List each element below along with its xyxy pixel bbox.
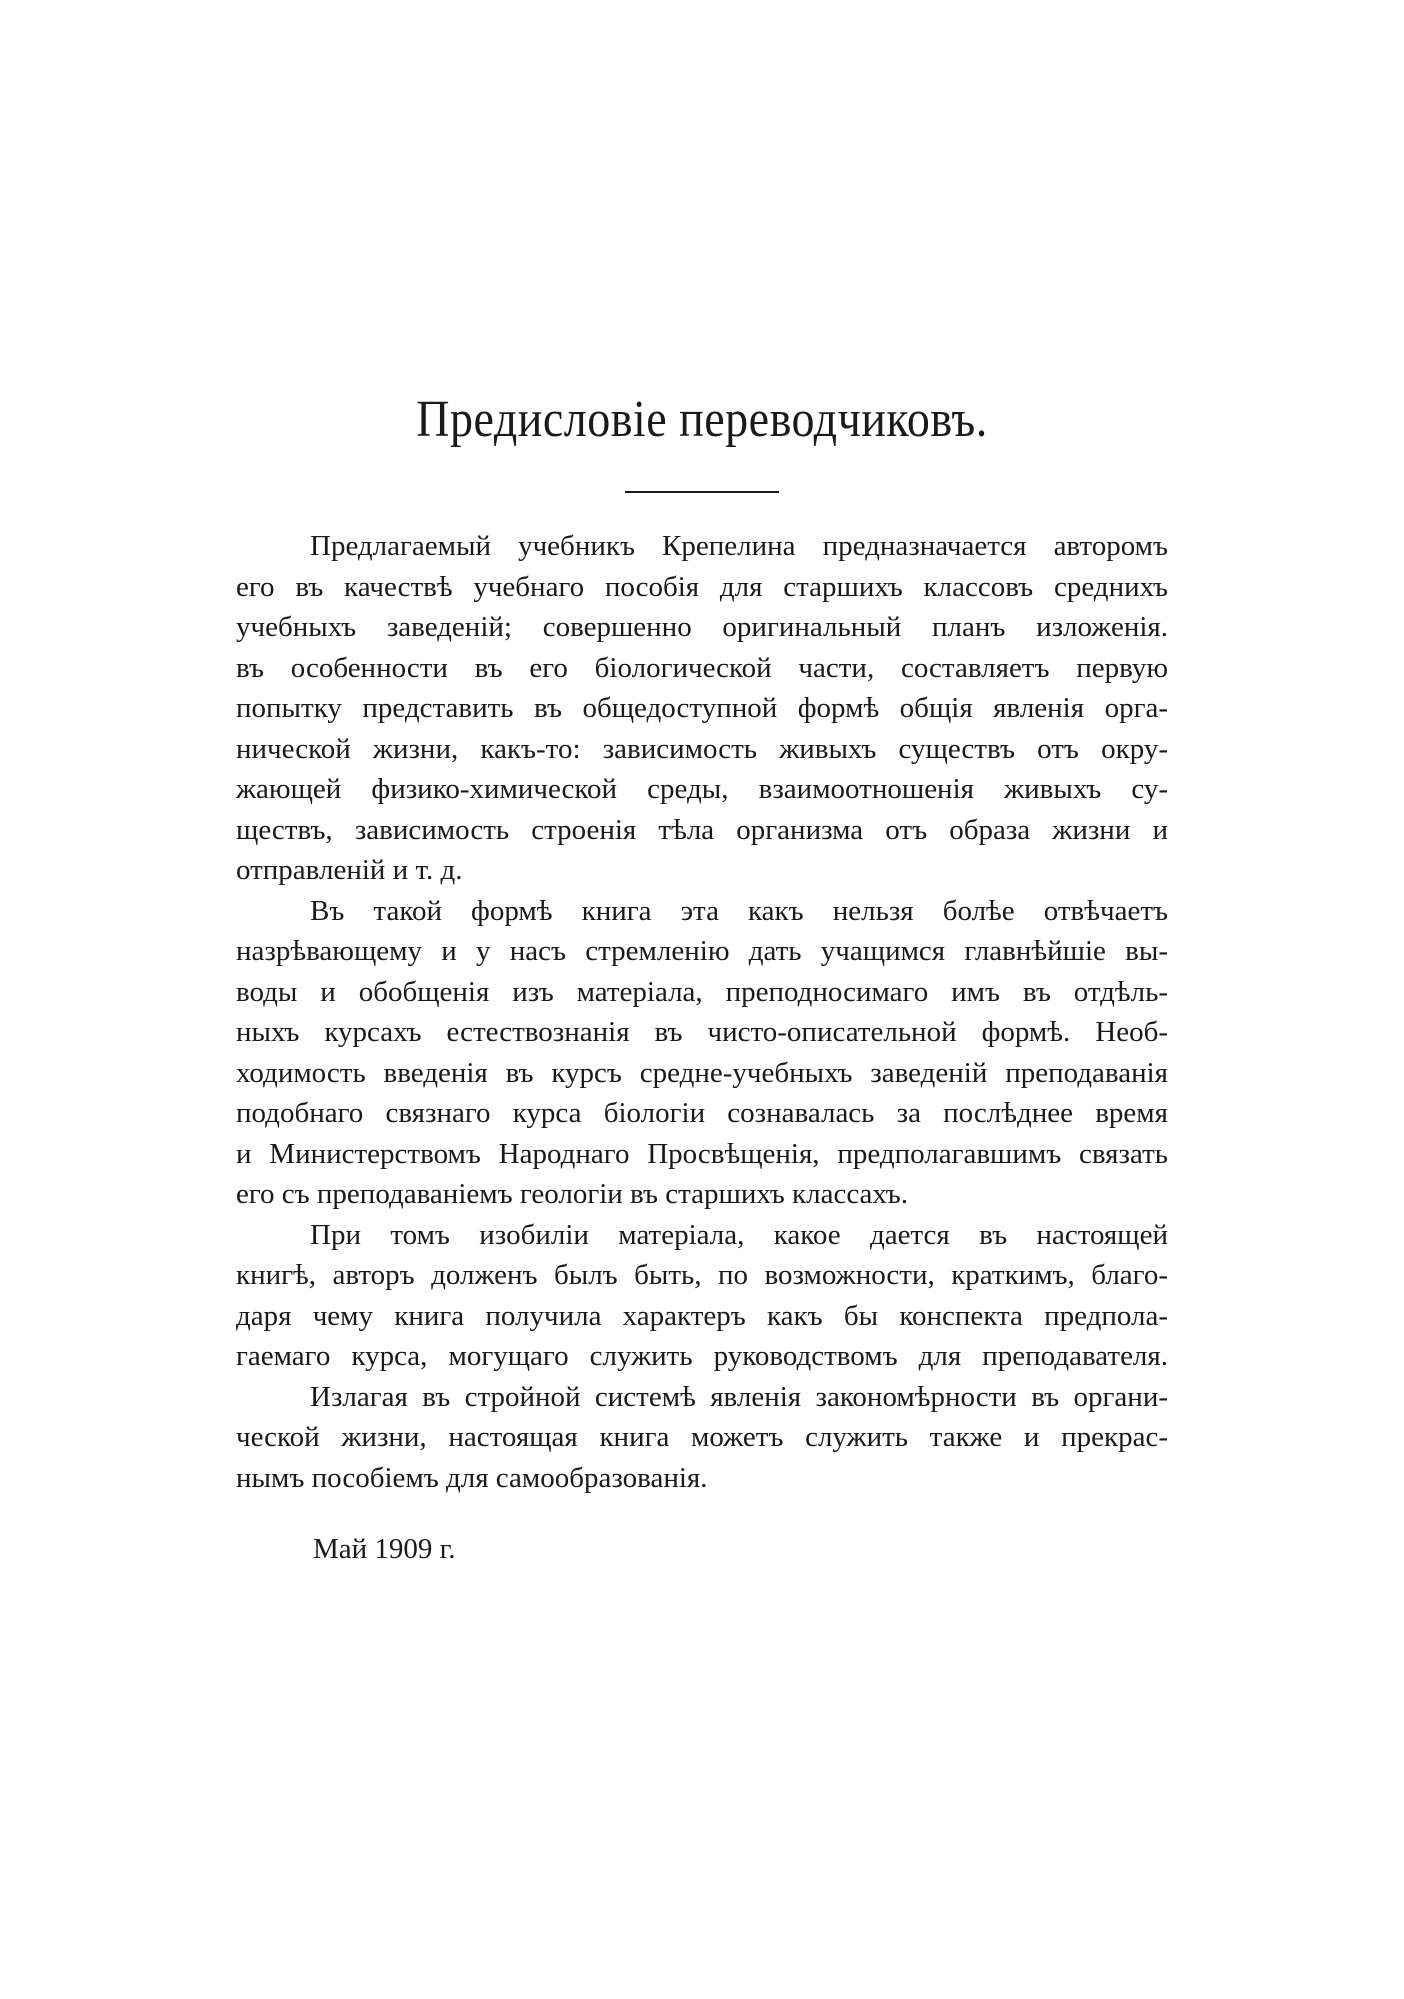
text-line: нической жизни, какъ-то: зависимость живыхъ существъ отъ окру- [236, 732, 1168, 765]
text-line: жающей физико-химической среды, взаимоотношенія живыхъ су- [236, 773, 1168, 805]
text-line: учебныхъ заведеній; совершенно оригинальный планъ изложенія. [236, 611, 1168, 643]
page-title: Предисловіе переводчиковъ. [416, 389, 988, 448]
paragraph-3 [236, 1215, 1168, 1377]
text-line: попытку представить въ общедоступной формѣ общія явленія орга- [236, 692, 1168, 724]
text-line: его съ преподаваніемъ геологіи въ старшихъ классахъ. [236, 1178, 909, 1210]
text-line: его въ качествѣ учебнаго пособія для старшихъ классовъ среднихъ [236, 570, 1168, 603]
paragraph-1 [236, 526, 1168, 891]
paragraph-2 [236, 891, 1168, 1215]
text-line: даря чему книга получила характеръ какъ бы конспекта предпола- [236, 1299, 1168, 1332]
text-line: ныхъ курсахъ естествознанія въ чисто-описательной формѣ. Необ- [236, 1016, 1168, 1048]
text-line: Излагая въ стройной системѣ явленія закономѣрности въ органи- [310, 1380, 1168, 1413]
text-line: назрѣвающему и у насъ стремленію дать учащимся главнѣйшіе вы- [236, 935, 1168, 967]
text-line: и Министерствомъ Народнаго Просвѣщенія, предполагавшимъ связать [236, 1137, 1168, 1170]
text-line: отправленій и т. д. [236, 854, 463, 886]
text-line: Предлагаемый учебникъ Крепелина предназначается авторомъ [310, 530, 1168, 562]
text-line: книгѣ, авторъ долженъ былъ быть, по возможности, краткимъ, благо- [236, 1259, 1168, 1291]
preface-body [236, 526, 1168, 1498]
preface-date: Май 1909 г. [313, 1533, 456, 1565]
text-line: нымъ пособіемъ для самообразованія. [236, 1461, 708, 1494]
text-line: подобнаго связнаго курса біологіи сознавалась за послѣднее время [236, 1097, 1168, 1129]
text-line: гаемаго курса, могущаго служить руководствомъ для преподавателя. [236, 1340, 1168, 1372]
paragraph-4 [236, 1377, 1168, 1499]
text-line: При томъ изобиліи матеріала, какое дается въ настоящей [310, 1218, 1168, 1251]
title-divider [625, 491, 779, 493]
text-line: ществъ, зависимость строенія тѣла организма отъ образа жизни и [236, 813, 1168, 846]
text-line: въ особенности въ его біологической части, составляетъ первую [236, 651, 1168, 684]
text-line: ческой жизни, настоящая книга можетъ служить также и прекрас- [236, 1421, 1168, 1453]
text-line: воды и обобщенія изъ матеріала, преподносимаго имъ въ отдѣль- [236, 975, 1168, 1008]
text-line: ходимость введенія въ курсъ средне-учебныхъ заведеній преподаванія [236, 1056, 1168, 1089]
text-line: Въ такой формѣ книга эта какъ нельзя болѣе отвѣчаетъ [310, 894, 1168, 927]
